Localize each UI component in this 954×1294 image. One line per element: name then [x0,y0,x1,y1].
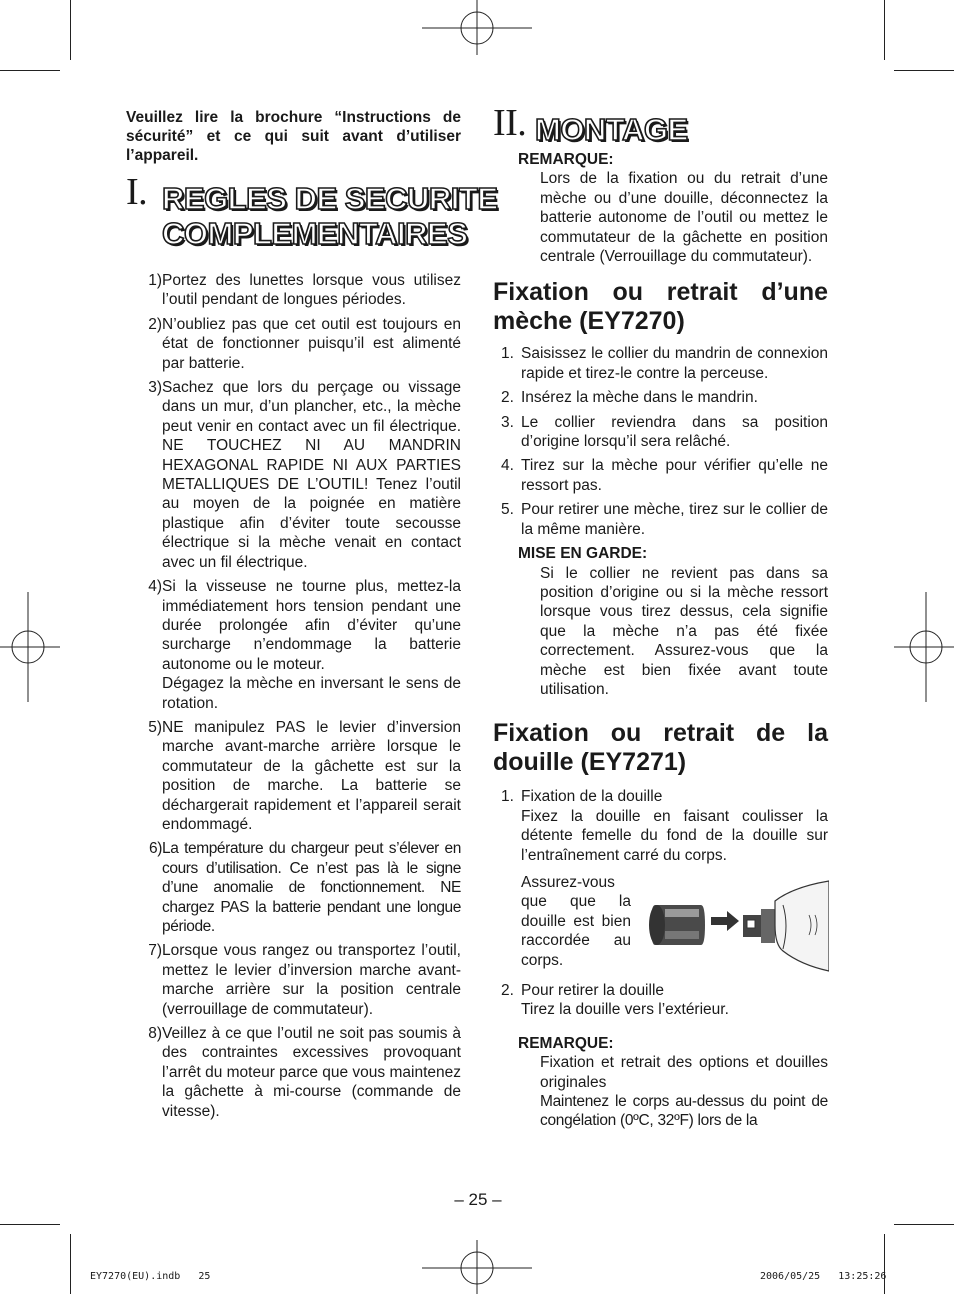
socket-step-2: 2. Pour retirer la douille Tirez la douille vers l’extérieur. [501,981,729,1019]
note-2-line2: Maintenez le corps au-dessus du point de congélation (0ºC, 32ºF) lors de la [540,1093,828,1130]
section-2-heading [493,102,828,148]
list-item: 3) Sachez que lors du perçage ou vissage dans un mur, d’un plancher, etc., la mèche peut venir en contact avec un fil électrique. NE TOUCHEZ NI AU MANDRIN HEXAGONAL RAPIDE NI AUX PARTIES METALLIQUES DE L’OUTIL! Tenez l’outil au moyen de la poignée en matière plastique afin d’éviter toute secousse électrique si la mèche venait en contact avec un fil électrique. [148,379,461,571]
section-2-numeral: II. [493,102,527,144]
list-item: 8) Veillez à ce que l’outil ne soit pas soumis à des contraintes excessives provoquant l’arrêt du moteur parce que vous maintenez la gâchette à mi-course (commande de vitesse). [148,1025,461,1120]
list-item: 6) La température du chargeur peut s’élever en cours d’utilisation. Ce n’est pas là le signe d’une anomalie de fonctionnement. NE chargez PAS la batterie pendant une longue période. [149,840,461,935]
list-item: 4. Tirez sur la mèche pour vérifier qu’elle ne ressort pas. [501,457,828,494]
list-item: 2) N’oubliez pas que cet outil est toujours en état de fonctionner puisqu’il est alimenté par batterie. [148,315,461,372]
socket-step-1: 1. Fixation de la douille Fixez la douille en faisant coulisser la détente femelle du fond de la douille sur l’entraînement carré du corps. Assurez-vous que que la douille est bien raccordée au corps. [493,787,828,973]
section-1-heading [126,171,498,257]
list-item: 4) Si la visseuse ne tourne plus, mettez-la immédiatement hors tension pendant une durée prolongée afin d’éviter qu’une surcharge n’endommage la batterie autonome ou le moteur. Dégagez la mèche en inversant le sens de rotation. [148,578,461,712]
registration-mark-bottom [422,1240,532,1294]
list-item: 7) Lorsque vous rangez ou transportez l’outil, mettez le levier d’inversion marche avant-marche arrière sur la position centrale (verrouillage de commutateur). [148,942,461,1018]
safety-rules-list [126,271,461,1121]
socket-attachment-illustration [643,865,829,975]
bit-steps-list [493,344,828,539]
note-text: Lors de la fixation ou du retrait d’une mèche ou d’une douille, déconnectez la batterie autonome de l’outil ou mettez le commutateur de la gâchette en position centrale (Verrouillage du commutateur). [540,170,828,266]
heading-bit-attachment: Fixation ou retrait d’une mèche (EY7270) [493,278,828,336]
footer-timestamp: 2006/05/25 13:25:26 [760,1271,887,1282]
socket-check-text: Assurez-vous que que la douille est bien raccordée au corps. [521,873,631,969]
note-label: REMARQUE: [518,151,614,168]
list-item: 2. Insérez la mèche dans le mandrin. [501,389,758,407]
section-1-title-line2: COMPLEMENTAIRES [162,216,468,251]
registration-mark-top [422,0,532,60]
list-item: 5) NE manipulez PAS le levier d’inversion marche avant-marche arrière lorsque le commutateur de la gâchette est sur la position de marche. La batterie se déchargerait rapidement et l’appareil serait endommagé. [148,718,461,833]
section-2-title: MONTAGE [535,112,688,147]
note-2-line1: Fixation et retrait des options et douilles originales [540,1054,828,1091]
registration-mark-right [894,592,954,702]
list-item: 1. Saisissez le collier du mandrin de connexion rapide et tirez-le contre la perceuse. [501,345,828,382]
list-item: 3. Le collier reviendra dans sa position d’origine lorsqu’il sera relâché. [501,413,828,451]
list-item: 5. Pour retirer une mèche, tirez sur le collier de la même manière. [501,501,828,538]
page-number: – 25 – [454,1190,502,1209]
footer-file: EY7270(EU).indb 25 [90,1271,211,1282]
left-column [126,108,498,1126]
section-1-numeral: I. [126,171,148,213]
note-2-label: REMARQUE: [518,1034,614,1052]
caution-label: MISE EN GARDE: [518,545,648,563]
right-column [493,102,828,1131]
heading-socket-attachment: Fixation ou retrait de la douille (EY7271) [493,719,828,777]
section-1-title-line1: REGLES DE SECURITE [162,181,498,216]
intro-text: Veuillez lire la brochure “Instructions de sécurité” et ce qui suit avant d’utiliser l’appareil. [126,109,461,164]
list-item: 1) Portez des lunettes lorsque vous utilisez l’outil pendant de longues périodes. [148,272,461,309]
caution-text: Si le collier ne revient pas dans sa position d’origine ou si la mèche ressort lorsque vous tirez dessus, cela signifie que la mèche n’a pas été fixée correctement. Assurez-vous que la mèche est bien fixée avant toute utilisation. [540,564,828,698]
registration-mark-left [0,592,60,702]
